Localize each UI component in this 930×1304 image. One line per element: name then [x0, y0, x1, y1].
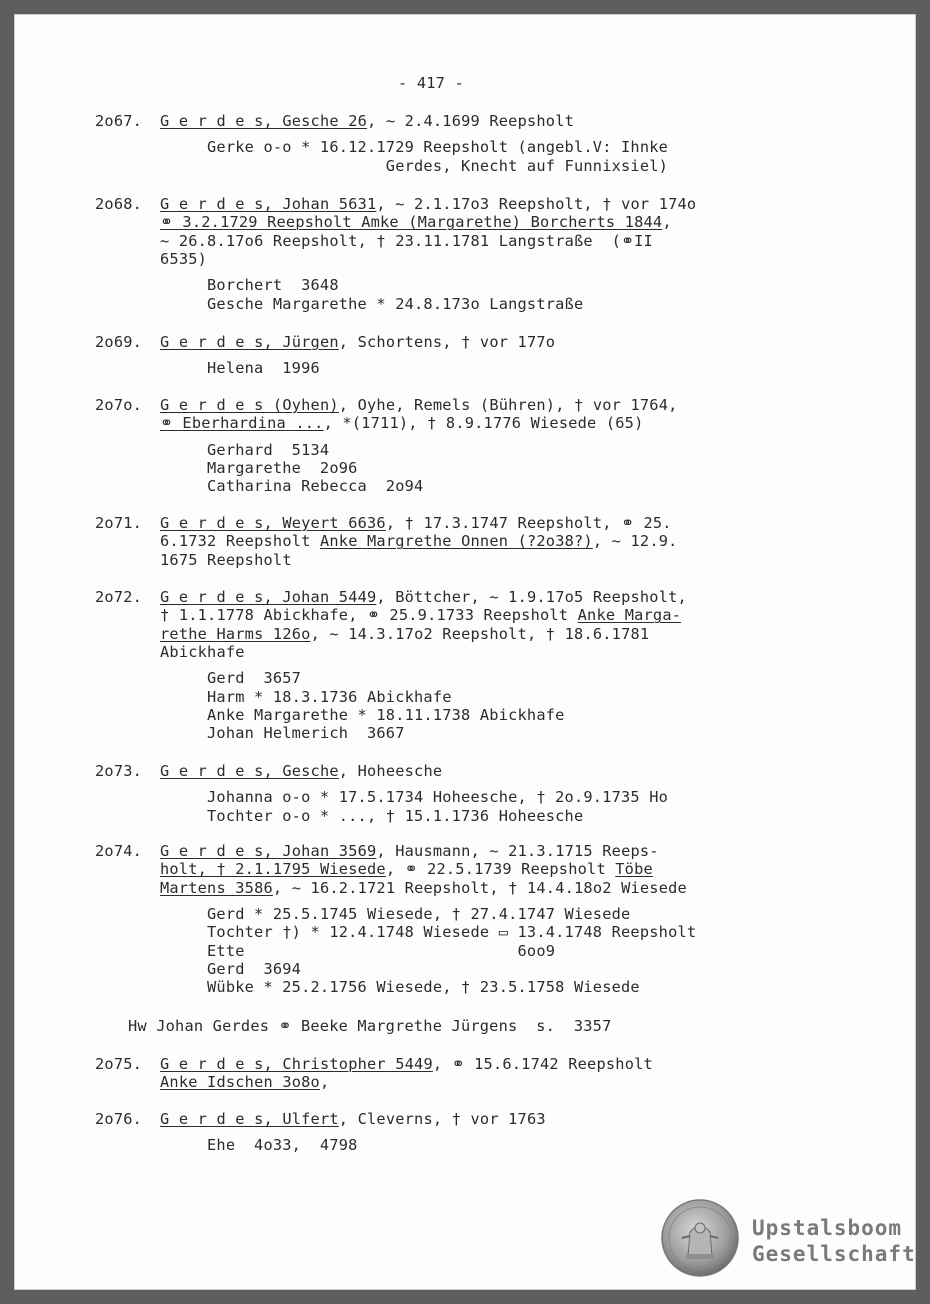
entry-text: 1675 Reepsholt — [160, 550, 292, 569]
underlined-name: G e r d e s, Johan 5449 — [160, 588, 377, 606]
child-line: Margarethe 2o96 — [207, 458, 358, 477]
underlined-name: G e r d e s (Oyhen) — [160, 396, 339, 414]
entry-line — [160, 606, 681, 624]
entry-number: 2o76. — [95, 1110, 143, 1128]
entry-text: Abickhafe — [160, 642, 245, 661]
entry-text: ~ 26.8.17o6 Reepsholt, † 23.11.1781 Langstraße (⚭II — [160, 231, 653, 250]
entry-text: , Cleverns, † vor 1763 — [338, 1110, 546, 1128]
child-line: Catharina Rebecca 2o94 — [207, 477, 424, 496]
entry-text: , Hoheesche — [338, 762, 443, 780]
entry-text: , ⚭ 22.5.1739 Reepsholt — [385, 860, 616, 879]
entry-text: , — [319, 1073, 330, 1092]
underlined-name: Martens 3586 — [160, 878, 273, 897]
child-line: Gerhard 5134 — [207, 440, 330, 459]
entry-number: 2o69. — [95, 333, 143, 351]
child-line: Anke Margarethe * 18.11.1738 Abickhafe — [207, 705, 565, 724]
underlined-name: G e r d e s, Jürgen — [160, 333, 339, 351]
entry-text: , ~ 14.3.17o2 Reepsholt, † 18.6.1781 — [310, 624, 650, 643]
entry-number: 2o67. — [95, 112, 143, 130]
entry-line — [160, 625, 649, 643]
entry-text: , Hausmann, ~ 21.3.1715 Reeps- — [376, 842, 659, 860]
entry-number: 2o73. — [95, 762, 143, 780]
entry-text: , ⚭ 15.6.1742 Reepsholt — [432, 1055, 653, 1073]
underlined-name: Anke Marga- — [577, 606, 682, 625]
entry-text: , ~ 12.9. — [592, 532, 678, 551]
entry-line — [160, 762, 442, 780]
society-seal-icon — [660, 1198, 740, 1278]
entry-line — [160, 1055, 653, 1073]
entry-number: 2o74. — [95, 842, 143, 860]
entry-text: , Oyhe, Remels (Bühren), † vor 1764, — [338, 396, 678, 414]
underlined-name: G e r d e s, Johan 3569 — [160, 842, 377, 860]
underlined-name: G e r d e s, Johan 5631 — [160, 195, 377, 213]
logo-text-line2: Gesellschaft — [752, 1242, 916, 1266]
entry-text: , ~ 2.1.17o3 Reepsholt, † vor 174o — [376, 195, 697, 213]
child-line: Harm * 18.3.1736 Abickhafe — [207, 687, 452, 706]
entry-text: , *(1711), † 8.9.1776 Wiesede (65) — [323, 414, 644, 433]
underlined-name: Anke Idschen 3o8o — [160, 1073, 320, 1092]
underlined-name: ⚭ 3.2.1729 Reepsholt Amke (Margarethe) Borcherts 1844 — [160, 213, 663, 232]
entry-text: , — [662, 213, 672, 232]
entry-line — [160, 1110, 546, 1128]
entry-line — [160, 232, 653, 250]
entry-text: , Böttcher, ~ 1.9.17o5 Reepsholt, — [376, 588, 687, 606]
page-number: - 417 - — [398, 74, 464, 92]
entry-line — [160, 250, 207, 268]
husband-wife-line: Hw Johan Gerdes ⚭ Beeke Margrethe Jürgens s. 3357 — [128, 1017, 612, 1035]
entry-text: 6.1732 Reepsholt — [160, 532, 320, 551]
child-line: Johanna o-o * 17.5.1734 Hoheesche, † 2o.9.1735 Ho — [207, 788, 669, 807]
child-line: Gerd 3657 — [207, 669, 302, 688]
child-line: Tochter †) * 12.4.1748 Wiesede ▭ 13.4.1748 Reepsholt — [207, 923, 697, 942]
entry-number: 2o68. — [95, 195, 143, 213]
entry-number: 2o7o. — [95, 396, 143, 414]
underlined-name: G e r d e s, Weyert 6636 — [160, 514, 386, 532]
entry-line — [160, 414, 644, 432]
child-line: Ehe 4o33, 4798 — [207, 1136, 358, 1155]
entry-line — [160, 879, 687, 897]
entry-line — [160, 842, 659, 860]
child-line: Gerdes, Knecht auf Funnixsiel) — [207, 156, 669, 175]
entry-line — [160, 514, 672, 532]
underlined-name: G e r d e s, Gesche — [160, 762, 339, 780]
entry-line — [160, 532, 678, 550]
entry-text: , † 17.3.1747 Reepsholt, ⚭ 25. — [385, 514, 672, 532]
child-line: Gerd 3694 — [207, 959, 302, 978]
underlined-name: G e r d e s, Gesche 26 — [160, 112, 368, 130]
underlined-name: holt, † 2.1.1795 Wiesede — [160, 860, 386, 879]
entry-text: † 1.1.1778 Abickhafe, ⚭ 25.9.1733 Reepsholt — [160, 606, 578, 625]
entry-text: , ~ 16.2.1721 Reepsholt, † 14.4.18o2 Wiesede — [272, 878, 687, 897]
child-line: Gerd * 25.5.1745 Wiesede, † 27.4.1747 Wiesede — [207, 904, 631, 923]
child-line: Johan Helmerich 3667 — [207, 724, 405, 743]
entry-text: , ~ 2.4.1699 Reepsholt — [367, 112, 575, 130]
entry-line — [160, 551, 292, 569]
child-line: Ette 6oo9 — [207, 941, 556, 960]
logo-text-line1: Upstalsboom — [752, 1216, 903, 1240]
entry-line — [160, 195, 696, 213]
child-line: Tochter o-o * ..., † 15.1.1736 Hoheesche — [207, 806, 584, 825]
entry-number: 2o75. — [95, 1055, 143, 1073]
entry-text: 6535) — [160, 249, 208, 268]
entry-line — [160, 213, 672, 231]
child-line: Wübke * 25.2.1756 Wiesede, † 23.5.1758 Wiesede — [207, 978, 640, 997]
entry-line — [160, 643, 245, 661]
underlined-name: ⚭ Eberhardina ... — [160, 414, 324, 433]
underlined-name: Anke Margrethe Onnen (?2o38?) — [319, 532, 593, 551]
child-line: Gesche Margarethe * 24.8.173o Langstraße — [207, 294, 584, 313]
entry-line — [160, 396, 678, 414]
entry-line — [160, 860, 653, 878]
entry-line — [160, 588, 687, 606]
underlined-name: rethe Harms 126o — [160, 624, 311, 643]
underlined-name: G e r d e s, Ulfert — [160, 1110, 339, 1128]
child-line: Gerke o-o * 16.12.1729 Reepsholt (angebl.V: Ihnke — [207, 138, 669, 157]
underlined-name: Töbe — [615, 860, 653, 879]
child-line: Helena 1996 — [207, 359, 320, 378]
child-line: Borchert 3648 — [207, 276, 339, 295]
entry-number: 2o71. — [95, 514, 143, 532]
entry-line — [160, 112, 574, 130]
entry-line — [160, 1073, 329, 1091]
entry-number: 2o72. — [95, 588, 143, 606]
entry-text: , Schortens, † vor 177o — [338, 333, 556, 351]
entry-line — [160, 333, 555, 351]
underlined-name: G e r d e s, Christopher 5449 — [160, 1055, 433, 1073]
